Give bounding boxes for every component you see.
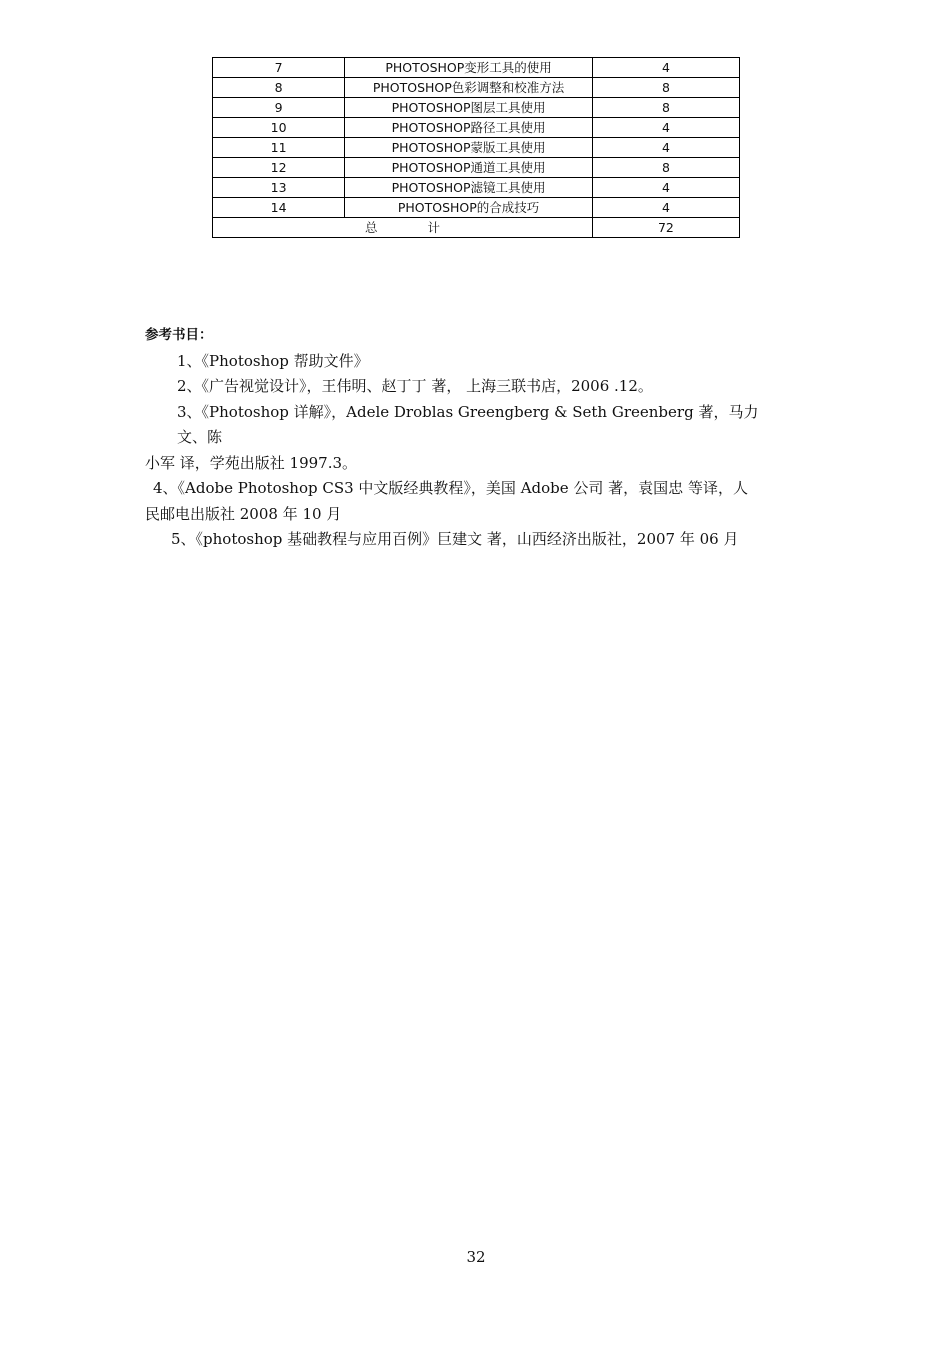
row-hours: 4 xyxy=(592,138,739,158)
table-row xyxy=(213,198,740,218)
reference-item: 5、《photoshop 基础教程与应用百例》巨建文 著，山西经济出版社，2007 年 06 月 xyxy=(171,530,739,548)
table-row xyxy=(213,118,740,138)
row-number: 13 xyxy=(213,178,345,198)
row-content: PHOTOSHOP色彩调整和校准方法 xyxy=(345,78,593,98)
course-schedule-table xyxy=(212,57,740,238)
reference-item-continuation: 文、陈 xyxy=(177,428,223,446)
row-hours: 8 xyxy=(592,98,739,118)
row-content: PHOTOSHOP图层工具使用 xyxy=(345,98,593,118)
page-number: 32 xyxy=(466,1248,486,1266)
row-hours: 4 xyxy=(592,198,739,218)
row-number: 9 xyxy=(213,98,345,118)
table-row xyxy=(213,178,740,198)
table-row xyxy=(213,138,740,158)
row-content: PHOTOSHOP路径工具使用 xyxy=(345,118,593,138)
row-number: 10 xyxy=(213,118,345,138)
reference-item: 3、《Photoshop 详解》，Adele Droblas Greengberg & Seth Greenberg 著，马力 xyxy=(177,402,759,421)
row-content: PHOTOSHOP滤镜工具使用 xyxy=(345,178,593,198)
row-number: 12 xyxy=(213,158,345,178)
table-row xyxy=(213,78,740,98)
total-hours: 72 xyxy=(592,218,739,238)
references-section xyxy=(145,323,825,553)
row-content: PHOTOSHOP变形工具的使用 xyxy=(345,58,593,78)
reference-item-continuation: 民邮电出版社 2008 年 10 月 xyxy=(145,504,342,523)
reference-item: 1、《Photoshop 帮助文件》 xyxy=(177,351,369,370)
row-number: 8 xyxy=(213,78,345,98)
total-label: 总 计 xyxy=(213,218,593,238)
row-hours: 8 xyxy=(592,158,739,178)
row-number: 11 xyxy=(213,138,345,158)
row-number: 14 xyxy=(213,198,345,218)
table-total-row xyxy=(213,218,740,238)
table-row xyxy=(213,58,740,78)
row-hours: 4 xyxy=(592,58,739,78)
row-content: PHOTOSHOP蒙版工具使用 xyxy=(345,138,593,158)
reference-item-continuation: 小军 译，学苑出版社 1997.3。 xyxy=(145,453,358,472)
row-number: 7 xyxy=(213,58,345,78)
table-row xyxy=(213,158,740,178)
row-hours: 8 xyxy=(592,78,739,98)
row-content: PHOTOSHOP通道工具使用 xyxy=(345,158,593,178)
reference-item: 4、《Adobe Photoshop CS3 中文版经典教程》，美国 Adobe 公司 著，袁国忠 等译，人 xyxy=(153,479,748,497)
reference-item: 2、《广告视觉设计》，王伟明、赵丁丁 著， 上海三联书店，2006 .12。 xyxy=(177,377,653,395)
row-hours: 4 xyxy=(592,178,739,198)
row-content: PHOTOSHOP的合成技巧 xyxy=(345,198,593,218)
row-hours: 4 xyxy=(592,118,739,138)
references-title: 参考书目： xyxy=(145,327,213,343)
table-row xyxy=(213,98,740,118)
